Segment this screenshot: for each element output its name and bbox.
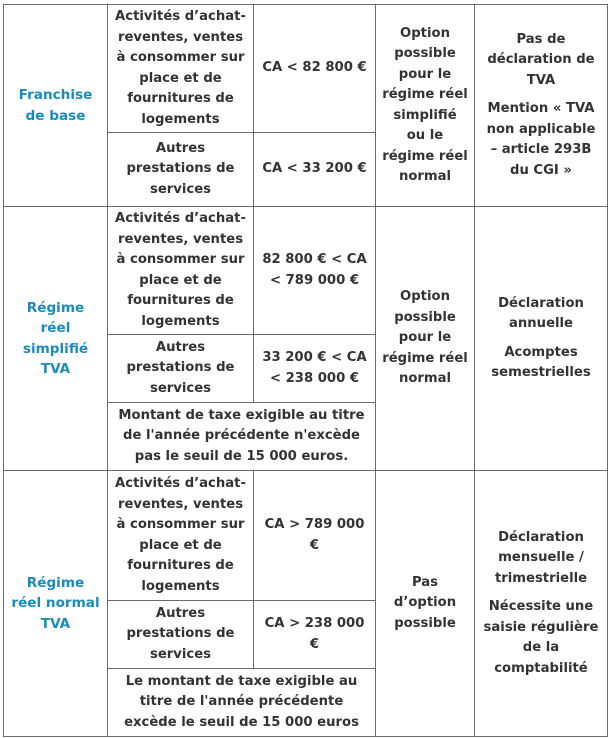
tax-threshold-note: Le montant de taxe exigible au titre de l'année précédente excède le seuil de 15 000 euros: [108, 669, 376, 737]
activity-label: Autres prestations de services: [108, 601, 254, 669]
activity-label: Activités d’achat-reventes, ventes à consommer sur place et de fournitures de logements: [108, 207, 254, 335]
table-row: [4, 207, 608, 335]
obligations: [475, 207, 608, 471]
regime-name: Régime réel normal TVA: [4, 471, 108, 737]
activity-label: Autres prestations de services: [108, 133, 254, 207]
threshold: CA < 33 200 €: [254, 133, 376, 207]
obligation-text: Nécessite une saisie régulière de la comptabilité: [483, 599, 599, 676]
threshold: CA < 82 800 €: [254, 5, 376, 133]
obligations: [475, 5, 608, 207]
option: Pas d’option possible: [376, 471, 475, 737]
activity-label: Activités d’achat-reventes, ventes à consommer sur place et de fournitures de logements: [108, 471, 254, 601]
threshold: CA > 789 000 €: [254, 471, 376, 601]
activity-label: Autres prestations de services: [108, 335, 254, 403]
threshold: 82 800 € < CA < 789 000 €: [254, 207, 376, 335]
tax-threshold-note: Montant de taxe exigible au titre de l'année précédente n'excède pas le seuil de 15 000 euros.: [108, 403, 376, 471]
threshold: CA > 238 000 €: [254, 601, 376, 669]
regime-name: Régime réel simplifié TVA: [4, 207, 108, 471]
obligation-text: Mention « TVA non applicable – article 293B du CGI »: [486, 101, 596, 178]
obligation-text: Acomptes semestrielles: [491, 344, 591, 380]
activity-label: Activités d’achat-reventes, ventes à consommer sur place et de fournitures de logements: [108, 5, 254, 133]
option: Option possible pour le régime réel simplifié ou le régime réel normal: [376, 5, 475, 207]
option: Option possible pour le régime réel normal: [376, 207, 475, 471]
table-row: [4, 5, 608, 133]
threshold: 33 200 € < CA < 238 000 €: [254, 335, 376, 403]
vat-regimes-table: [3, 4, 608, 737]
regime-name: Franchise de base: [4, 5, 108, 207]
table-row: [4, 471, 608, 601]
obligation-text: Déclaration mensuelle / trimestrielle: [494, 529, 588, 586]
obligation-text: Déclaration annuelle: [498, 295, 584, 331]
obligations: [475, 471, 608, 737]
obligation-text: Pas de déclaration de TVA: [487, 31, 595, 88]
